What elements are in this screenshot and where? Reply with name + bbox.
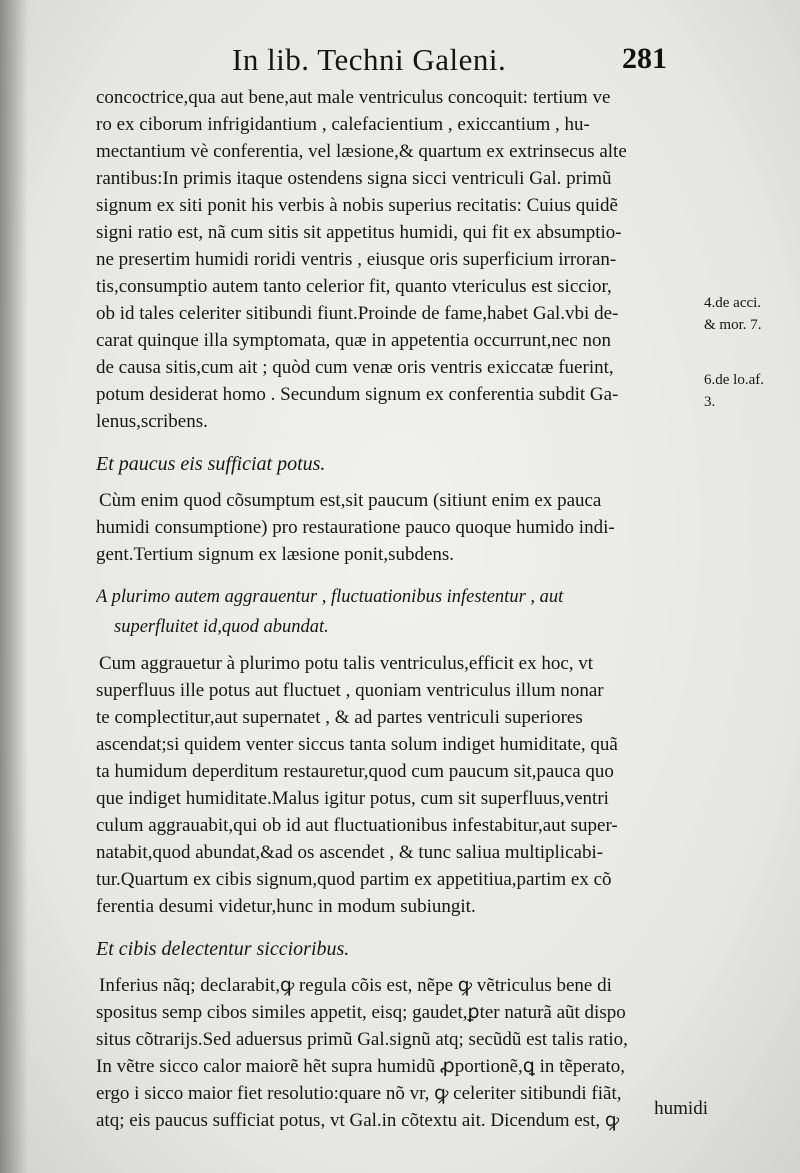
text-line: situs cõtrarijs.Sed aduersus primũ Gal.signũ atq; secũdũ est talis ratio, — [96, 1029, 628, 1050]
running-title: In lib. Techni Galeni. — [232, 42, 507, 77]
text-line: ta humidum deperditum restauretur,quod cum paucum sit,pauca quo — [96, 761, 614, 782]
text-line: atq; eis paucus sufficiat potus, vt Gal.in cõtextu ait. Dicendum est, ꝙ — [96, 1110, 620, 1131]
margin-note-1-line: & mor. 7. — [704, 317, 762, 333]
margin-note-1-line: 4.de acci. — [704, 295, 762, 311]
paragraph-1 — [96, 84, 696, 435]
text-line: In vẽtre sicco calor maiorẽ hẽt supra humidũ ꝓportionẽ,ꝗ in tẽperato, — [96, 1056, 626, 1077]
text-line: te complectitur,aut supernatet , & ad partes ventriculi superiores — [96, 707, 583, 728]
text-line: signum ex siti ponit his verbis à nobis superius recitatis: Cuius quidẽ — [96, 195, 618, 216]
paragraph-3 — [96, 650, 696, 920]
text-line: lenus,scribens. — [96, 411, 208, 432]
text-line: rantibus:In primis itaque ostendens signa sicci ventriculi Gal. primũ — [96, 168, 612, 189]
gutter-shadow — [0, 0, 28, 1173]
catchword: humidi — [654, 1098, 708, 1119]
lemma-heading-2 — [96, 582, 696, 642]
text-line: Cum aggrauetur à plurimo potu talis ventriculus,efficit ex hoc, vt — [99, 653, 594, 674]
heading-line: superfluitet id,quod abundat. — [114, 617, 329, 637]
text-line: ro ex ciborum infrigidantium , calefacientium , exiccantium , hu- — [96, 114, 590, 135]
text-line: spositus semp cibos similes appetit, eisq; gaudet,ꝑter naturã aũt dispo — [96, 1002, 626, 1023]
text-line: natabit,quod abundat,&ad os ascendet , & tunc saliua multiplicabi- — [96, 842, 604, 863]
text-line: que indiget humiditate.Malus igitur potus, cum sit superfluus,ventri — [96, 788, 609, 809]
text-line: carat quinque illa symptomata, quæ in appetentia occurrunt,nec non — [96, 330, 611, 351]
paragraph-2 — [96, 487, 696, 568]
text-line: mectantium vè conferentia, vel læsione,& quartum ex extrinsecus alte — [96, 141, 627, 162]
text-line: ne presertim humidi roridi ventris , eiusque oris superficium irroran- — [96, 249, 617, 270]
margin-note-2-line: 3. — [704, 394, 716, 410]
margin-note-2-line: 6.de lo.af. — [704, 372, 764, 388]
text-line: gent.Tertium signum ex læsione ponit,subdens. — [96, 544, 455, 565]
text-line: potum desiderat homo . Secundum signum ex conferentia subdit Ga- — [96, 384, 619, 405]
lemma-heading-3: Et cibis delectentur siccioribus. — [96, 938, 350, 960]
text-line: superfluus ille potus aut fluctuet , quoniam ventriculus illum nonar — [96, 680, 604, 701]
lemma-heading-1: Et paucus eis sufficiat potus. — [96, 453, 326, 475]
text-line: ob id tales celeriter sitibundi fiunt.Proinde de fame,habet Gal.vbi de- — [96, 303, 619, 324]
text-line: signi ratio est, nã cum sitis sit appetitus humidi, qui fit ex absumptio- — [96, 222, 622, 243]
text-line: tis,consumptio autem tanto celerior fit, quanto vtericulus est siccior, — [96, 276, 612, 297]
heading-line: A plurimo autem aggrauentur , fluctuationibus infestentur , aut — [96, 587, 564, 607]
main-text-block — [96, 84, 696, 1134]
text-line: tur.Quartum ex cibis signum,quod partim ex appetitiua,partim ex cõ — [96, 869, 612, 890]
text-line: Inferius nãq; declarabit,ꝙ regula cõis est, nẽpe ꝙ vẽtriculus bene di — [99, 975, 612, 996]
text-line: culum aggrauabit,qui ob id aut fluctuationibus infestabitur,aut super- — [96, 815, 618, 836]
text-line: Cùm enim quod cõsumptum est,sit paucum (sitiunt enim ex pauca — [99, 490, 602, 511]
text-line: ascendat;si quidem venter siccus tanta solum indiget humiditate, quã — [96, 734, 618, 755]
paragraph-4 — [96, 972, 696, 1134]
text-line: ferentia desumi videtur,hunc in modum subiungit. — [96, 896, 476, 917]
margin-notes — [704, 292, 794, 413]
text-line: concoctrice,qua aut bene,aut male ventriculus concoquit: tertium ve — [96, 87, 611, 108]
page-number: 281 — [622, 42, 667, 75]
text-line: ergo i sicco maior fiet resolutio:quare nõ vr, ꝙ celeriter sitibundi fiãt, — [96, 1083, 622, 1104]
text-line: de causa sitis,cum ait ; quòd cum venæ oris ventris exiccatæ fuerint, — [96, 357, 614, 378]
text-line: humidi consumptione) pro restauratione pauco quoque humido indi- — [96, 517, 615, 538]
